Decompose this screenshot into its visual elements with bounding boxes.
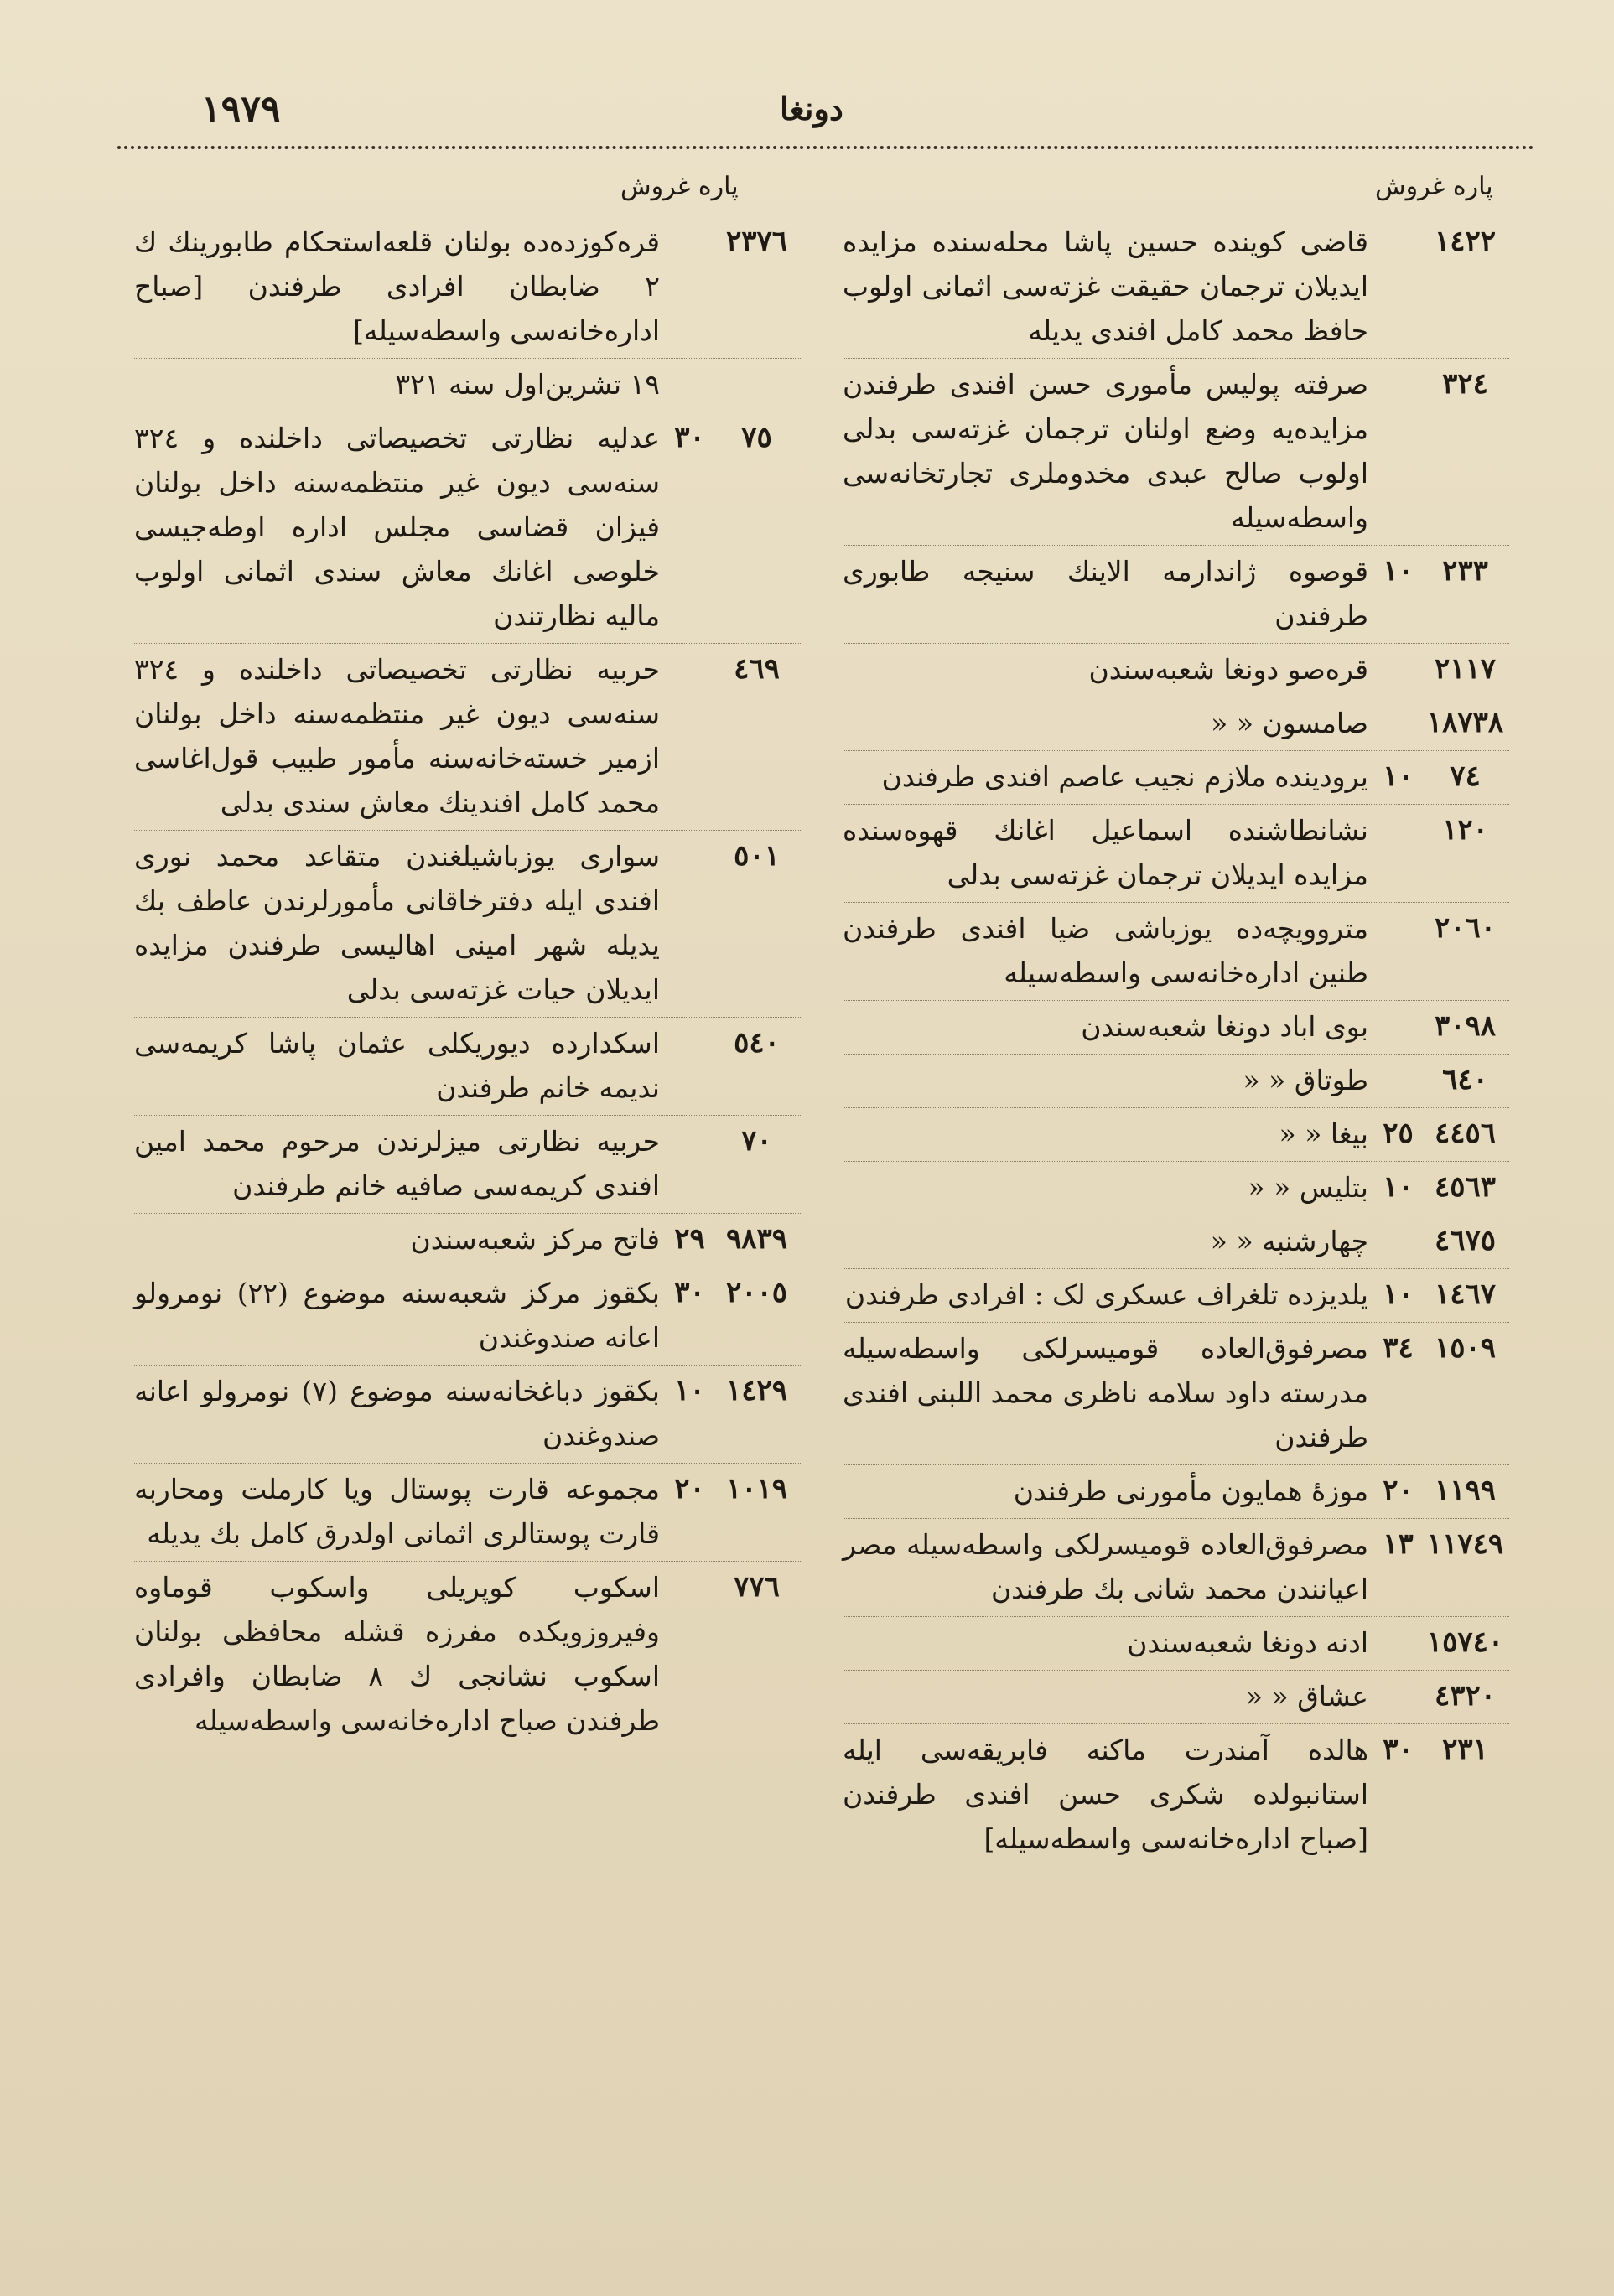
amount-figures [667,1021,801,1110]
ledger-entry [134,1115,801,1208]
ledger-entry [843,643,1509,692]
kurus-amount: ١٤٢٩ [725,1374,788,1407]
para-amount: ١٠ [1383,1170,1414,1204]
kurus-amount: ١٤٦٧ [1434,1278,1497,1311]
page-header [0,80,1614,138]
kurus-amount: ٧٤ [1450,759,1481,793]
left-column [134,220,801,1748]
entry-description: موزهٔ همایون مأمورنی طرفندن [1013,1475,1368,1507]
column-head-right: پاره غروش [1375,172,1493,201]
amount-figures [667,1369,801,1458]
entry-description: طوتاق « « [1243,1064,1368,1096]
kurus-amount: ١٢٠ [1442,813,1488,847]
para-amount [667,362,713,407]
amount-figures [1375,1219,1509,1263]
ledger-entry [134,830,801,1012]
kurus-amount [713,362,801,407]
para-amount [667,647,713,825]
kurus-amount: ٢٣١ [1442,1733,1488,1766]
amount-figures [1375,1058,1509,1102]
kurus-amount: ٧٧٦ [734,1570,780,1604]
amount-figures [1375,1469,1509,1513]
entry-description: متروویچەدە یوزباشی ضیا افندی طرفندن طنین ادارەخانەسی واسطەسیلە [843,912,1368,989]
para-amount [667,1021,713,1110]
para-amount [667,1565,713,1743]
kurus-amount: ٦٤٠ [1442,1063,1488,1096]
ledger-entry [843,1161,1509,1210]
amount-figures [667,220,801,353]
kurus-amount: ١٠١٩ [725,1472,788,1506]
para-amount: ٣٠ [674,421,705,454]
entry-description: یلدیزدە تلغراف عسکری لک : افرادی طرفندن [844,1278,1368,1311]
amount-figures [1375,1620,1509,1665]
para-amount [1375,647,1421,692]
para-amount [1375,362,1421,540]
kurus-amount: ٤٥٦٣ [1434,1170,1497,1204]
ledger-entry [843,1054,1509,1102]
ledger-entry [843,1107,1509,1156]
kurus-amount: ٧٥ [741,421,772,454]
entry-description: صرفتە پولیس مأموری حسن افندی طرفندن مزایدەیە وضع اولنان ترجمان غزتەسی بدلی اولوب صالح عبدی مخدوملری تجارتخانەسی واسطەسیلە [843,368,1368,534]
para-amount: ١٠ [1383,1278,1414,1311]
amount-figures [667,416,801,638]
para-amount: ١٠ [1383,759,1414,793]
entry-description: چهارشنبه « « [1210,1225,1368,1257]
para-amount: ١٠ [1383,554,1414,588]
amount-figures [1375,1004,1509,1049]
amount-figures [667,1119,801,1208]
kurus-amount: ٢٠٦٠ [1434,911,1497,945]
ledger-entry [843,1215,1509,1263]
para-amount [1375,701,1421,745]
amount-figures [667,362,801,407]
amount-figures [1375,906,1509,995]
kurus-amount: ٩٨٣٩ [725,1222,788,1256]
entry-description: یرودیندە ملازم نجیب عاصم افندی طرفندن [881,760,1368,793]
amount-figures [1375,808,1509,897]
entry-description: ١٩ تشرین‌اول سنه ٣٢١ [395,368,660,401]
para-amount: ٢٠ [674,1472,705,1506]
entry-description: بتلیس « « [1248,1171,1368,1204]
header-rule [117,141,1534,149]
entry-description: قاضی کویندە حسین پاشا محلەسندە مزایدە ایدیلان ترجمان حقیقت غزتەسی اثمانی اولوب حافظ محمد کامل افندی یدیلە [843,225,1368,347]
amount-figures [667,1467,801,1556]
ledger-entry [843,1464,1509,1513]
kurus-amount: ١١٧٤٩ [1426,1527,1504,1561]
ledger-entry [134,358,801,407]
ledger-entry [843,697,1509,745]
kurus-amount: ٤٤٥٦ [1434,1117,1497,1150]
entry-description: عدلیه نظارتی تخصیصاتی داخلندە و ٣٢٤ سنەسی دیون غیر منتظمەسنە داخل بولنان فیزان قضاسی مجلس ادارە اوطەجیسی خلوصی اغانك معاش سندی اثمانی اولوب مالیه نظارتندن [134,422,660,632]
ledger-entry [843,1616,1509,1665]
ledger-entry [843,1670,1509,1718]
amount-figures [1375,362,1509,540]
amount-figures [1375,754,1509,799]
kurus-amount: ١٥٠٩ [1434,1331,1497,1365]
entry-description: هالدە آمندرت ماکنه فابریقەسی ایلە استانبولدە شکری حسن افندی طرفندن [صباح ادارەخانەسی واسطەسیلە] [843,1734,1368,1855]
entry-description: صامسون « « [1211,707,1368,739]
para-amount [1375,220,1421,353]
entry-description: مصرفوق‌العاده قومیسرلکی واسطه‌سیله مصر اعیانندن محمد شانی بك طرفندن [843,1528,1368,1605]
page-number: ١٩٧٩ [201,88,281,131]
para-amount: ١٣ [1383,1527,1414,1561]
amount-figures [667,834,801,1012]
entry-description: مجموعه قارت پوستال ویا کارملت ومحاربه قارت پوستالری اثمانی اولدرق کامل بك یدیلە [134,1473,660,1550]
entry-description: فاتح مرکز شعبه‌سندن [410,1223,660,1256]
kurus-amount: ٢١١٧ [1434,652,1497,686]
kurus-amount: ٣٠٩٨ [1434,1009,1497,1043]
para-amount: ١٠ [674,1374,705,1407]
entry-description: اسکوب کوپریلی واسکوب قوماوه وفیروزویکدە مفرزه قشله محافظی بولنان اسکوب نشانجی ك ٨ ضابطان وافرادی طرفندن صباح ادارەخانەسی واسطەسیلە [134,1571,660,1737]
kurus-amount: ٥٤٠ [734,1026,780,1060]
entry-description: ادنه دونغا شعبه‌سندن [1127,1626,1368,1659]
ledger-entry [134,1365,801,1458]
amount-figures [1375,549,1509,638]
kurus-amount: ٤٦٧٥ [1434,1224,1497,1257]
amount-figures [1375,647,1509,692]
para-amount [1375,906,1421,995]
ledger-entry [843,358,1509,540]
para-amount: ٢٠ [1383,1474,1414,1507]
amount-figures [1375,1272,1509,1317]
kurus-amount: ٤٦٩ [734,652,780,686]
para-amount: ٣٠ [1383,1733,1414,1766]
para-amount [1375,1620,1421,1665]
entry-description: حربیه نظارتی تخصیصاتی داخلندە و ٣٢٤ سنەسی دیون غیر منتظمەسنە داخل بولنان ازمیر خستەخانەسنە مأمور طبیب قول‌اغاسی محمد کامل افندینك معاش سندی بدلی [134,653,660,819]
para-amount [1375,1058,1421,1102]
ledger-entry [134,1267,801,1360]
para-amount [1375,808,1421,897]
entry-description: حربیه نظارتی میزلرندن مرحوم محمد امین افندی کریمەسی صافیه خانم طرفندن [134,1125,660,1202]
kurus-amount: ١٤٢٢ [1434,225,1497,258]
para-amount: ٢٥ [1383,1117,1414,1150]
kurus-amount: ٢٠٠٥ [725,1276,788,1309]
ledger-entry [134,1017,801,1110]
ledger-entry [134,412,801,638]
para-amount [1375,1219,1421,1263]
amount-figures [667,1565,801,1743]
kurus-amount: ١٥٧٤٠ [1426,1625,1504,1659]
ledger-entry [843,1322,1509,1459]
amount-figures [667,647,801,825]
ledger-entry [843,1268,1509,1317]
running-title: دونغا [780,90,843,127]
ledger-entry [134,1213,801,1262]
entry-description: بیغا « « [1279,1117,1368,1150]
para-amount [667,1119,713,1208]
para-amount: ٣٤ [1383,1331,1414,1365]
amount-figures [1375,1674,1509,1718]
entry-description: نشانطاشندە اسماعیل اغانك قهوه‌سندە مزایدە ایدیلان ترجمان غزتەسی بدلی [843,814,1368,891]
amount-figures [1375,1165,1509,1210]
ledger-entry [134,1463,801,1556]
entry-description: بکقوز مرکز شعبه‌سنه موضوع (٢٢) نومرولو اعانه صندوغندن [134,1277,660,1354]
kurus-amount: ٤٣٢٠ [1434,1679,1497,1713]
para-amount: ٣٠ [674,1276,705,1309]
kurus-amount: ٣٢٤ [1442,367,1488,401]
entry-description: عشاق « « [1245,1680,1368,1713]
ledger-entry [843,804,1509,897]
entry-description: قوصوه ژاندارمه الاینك سنیجه طابوری طرفندن [843,555,1368,632]
column-head-left: پاره غروش [620,172,739,201]
entry-description: سواری یوزباشیلغندن متقاعد محمد نوری افندی ایلە دفترخاقانی مأمورلرندن عاطف بك یدیلە شهر امینی اهالیسی طرفندن مزایدە ایدیلان حیات غزتەسی بدلی [134,840,660,1006]
amount-figures [1375,1112,1509,1156]
entry-description: قره‌صو دونغا شعبه‌سندن [1088,653,1368,686]
kurus-amount: ١٨٧٣٨ [1426,706,1504,739]
entry-description: بکقوز دباغخانه‌سنه موضوع (٧) نومرولو اعانه صندوغندن [134,1375,660,1452]
amount-figures [1375,1326,1509,1459]
kurus-amount: ٧٠ [741,1124,772,1158]
para-amount: ٢٩ [674,1222,705,1256]
ledger-entry [843,902,1509,995]
amount-figures [1375,1728,1509,1861]
amount-figures [1375,1522,1509,1611]
ledger-entry [843,1518,1509,1611]
entry-description: قره‌کوزدە‌ده بولنان قلعه‌استحکام طابورینك ك ٢ ضابطان افرادی طرفندن [صباح ادارەخانەسی واسطەسیلە] [134,225,660,347]
ledger-entry [134,1561,801,1743]
amount-figures [667,1217,801,1262]
amount-figures [667,1271,801,1360]
entry-description: اسکداردە دیوریکلی عثمان پاشا کریمەسی ندیمه خانم طرفندن [134,1027,660,1104]
kurus-amount: ٥٠١ [734,839,780,873]
entry-description: مصرفوق‌العاده قومیسرلکی واسطه‌سیله مدرسته داود سلامه ناظری محمد اللبنی افندی طرفندن [843,1332,1368,1454]
ledger-entry [843,1723,1509,1861]
right-column [843,220,1509,1866]
ledger-entry [843,220,1509,353]
ledger-entry [134,220,801,353]
amount-figures [1375,220,1509,353]
ledger-entry [843,1000,1509,1049]
para-amount [667,220,713,353]
ledger-entry [843,545,1509,638]
kurus-amount: ٢٣٣ [1442,554,1488,588]
para-amount [1375,1674,1421,1718]
para-amount [1375,1004,1421,1049]
amount-figures [1375,701,1509,745]
entry-description: بوی اباد دونغا شعبه‌سندن [1081,1010,1368,1043]
ledger-entry [134,643,801,825]
kurus-amount: ١١٩٩ [1434,1474,1497,1507]
kurus-amount: ٢٣٧٦ [725,225,788,258]
para-amount [667,834,713,1012]
ledger-entry [843,750,1509,799]
